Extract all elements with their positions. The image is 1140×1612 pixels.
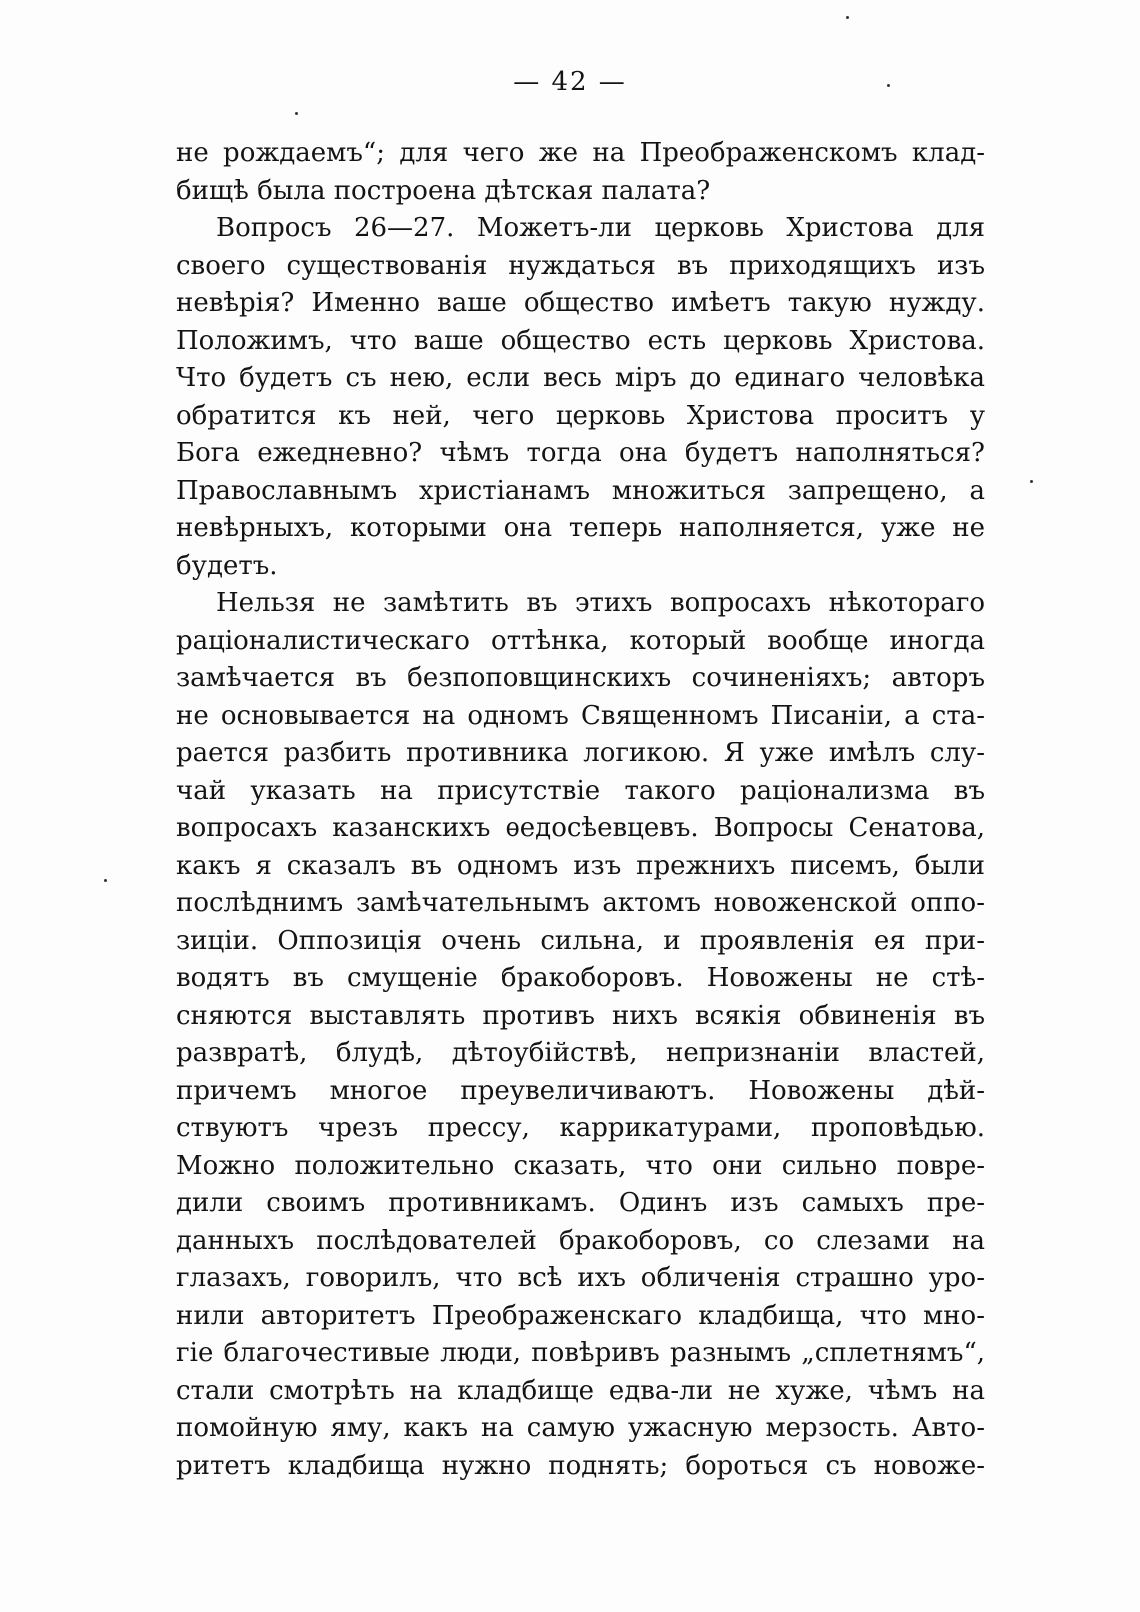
text-line: бищѣ была построена дѣтская палата? xyxy=(176,175,711,206)
text-line: невѣрія? Именно ваше общество имѣетъ такую нужду. xyxy=(176,288,985,318)
scan-speck xyxy=(846,16,849,19)
text-line: Вопросъ 26—27. Можетъ-ли церковь Христова для xyxy=(216,213,985,243)
text-line: развратѣ, блудѣ, дѣтоубійствѣ, непризнаніи властей, xyxy=(176,1038,985,1068)
text-line: чай указать на присутствіе такого раціонализма въ xyxy=(176,775,985,806)
scan-speck xyxy=(104,879,107,882)
text-line: Православнымъ христіанамъ множиться запрещено, а xyxy=(176,475,985,506)
scan-speck xyxy=(1030,480,1033,483)
text-line: нили авторитетъ Преображенскаго кладбища, что мно- xyxy=(176,1300,985,1331)
text-line: не рождаемъ“; для чего же на Преображенскомъ клад- xyxy=(176,138,985,168)
text-line: причемъ многое преувеличиваютъ. Новожены дѣй- xyxy=(176,1075,985,1106)
text-line: дили своимъ противникамъ. Одинъ изъ самыхъ пре- xyxy=(176,1188,985,1218)
text-line: Положимъ, что ваше общество есть церковь Христова. xyxy=(176,325,985,356)
page-number: — 42 — xyxy=(513,67,627,97)
text-line: глазахъ, говорилъ, что всѣ ихъ обличенія страшно уро- xyxy=(176,1263,985,1293)
text-line: Можно положительно сказать, что они сильно повре- xyxy=(176,1150,985,1181)
text-line: будетъ. xyxy=(176,550,278,581)
text-line: ритетъ кладбища нужно поднять; бороться съ новоже- xyxy=(176,1450,985,1481)
text-line: стали смотрѣть на кладбище едва-ли не хуже, чѣмъ на xyxy=(176,1375,985,1406)
text-line: какъ я сказалъ въ одномъ изъ прежнихъ писемъ, были xyxy=(176,850,985,881)
text-line: данныхъ послѣдователей бракоборовъ, со слезами на xyxy=(176,1225,985,1256)
text-line: ствуютъ чрезъ прессу, каррикатурами, проповѣдью. xyxy=(176,1113,985,1143)
text-line: гіе благочестивые люди, повѣривъ разнымъ „сплетнямъ“, xyxy=(176,1338,985,1368)
text-line: невѣрныхъ, которыми она теперь наполняется, уже не xyxy=(176,513,985,543)
text-line: вопросахъ казанскихъ ѳедосѣевцевъ. Вопросы Сенатова, xyxy=(176,813,985,843)
text-line: помойную яму, какъ на самую ужасную мерзость. Авто- xyxy=(176,1413,985,1443)
text-line: своего существованія нуждаться въ приходящихъ изъ xyxy=(176,250,985,281)
text-line: зиціи. Оппозиція очень сильна, и проявленія ея при- xyxy=(176,925,985,956)
text-line: Нельзя не замѣтить въ этихъ вопросахъ нѣкотораго xyxy=(216,588,985,618)
text-line: не основывается на одномъ Священномъ Писаніи, а ста- xyxy=(176,700,985,731)
text-line: сняются выставлять противъ нихъ всякія обвиненія въ xyxy=(176,1000,985,1031)
text-line: послѣднимъ замѣчательнымъ актомъ новоженской оппо- xyxy=(176,888,985,918)
scan-speck xyxy=(887,84,890,87)
body-text xyxy=(176,135,985,1485)
text-line: обратится къ ней, чего церковь Христова проситъ у xyxy=(176,400,985,431)
text-line: Что будетъ съ нею, если весь міръ до единаго человѣка xyxy=(176,363,985,393)
text-line: Бога ежедневно? чѣмъ тогда она будетъ наполняться? xyxy=(176,438,985,468)
text-line: рается разбить противника логикою. Я уже имѣлъ слу- xyxy=(176,738,985,768)
text-line: замѣчается въ безпоповщинскихъ сочиненіяхъ; авторъ xyxy=(176,663,985,693)
text-line: водятъ въ смущеніе бракоборовъ. Новожены не стѣ- xyxy=(176,963,985,993)
text-line: раціоналистическаго оттѣнка, который вообще иногда xyxy=(176,625,985,656)
scan-speck xyxy=(295,112,298,115)
